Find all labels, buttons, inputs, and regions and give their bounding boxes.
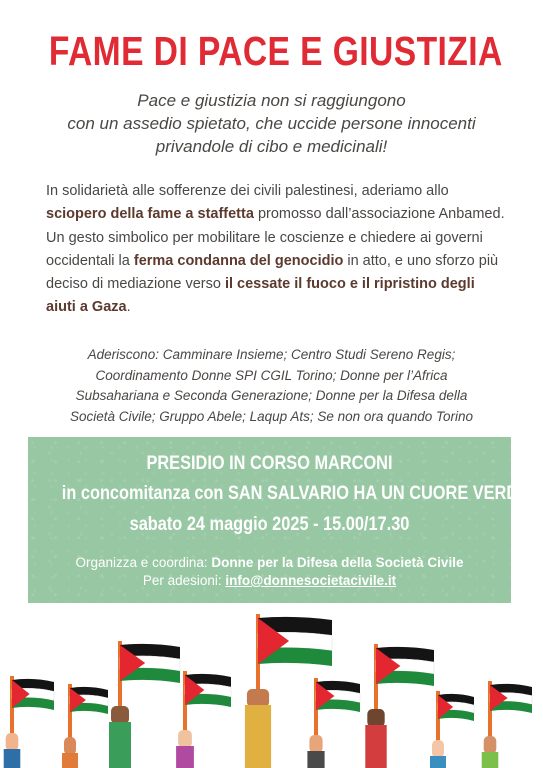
hand [484,736,497,754]
subtitle-line: con un assedio spietato, che uccide persone innocenti [67,114,476,133]
sleeve [307,751,324,768]
contact-line [28,573,511,588]
sleeve [62,753,78,768]
adherents-line: Aderiscono: Camminare Insieme; Centro Studi Sereno Regis; [87,347,456,362]
sleeve [176,746,194,768]
body-text-part: In solidarietà alle sofferenze dei civili palestinesi, aderiamo allo [46,183,449,199]
sleeve [4,749,21,768]
adherents-line: Coordinamento Donne SPI CGIL Torino; Donne per l’Africa [95,367,448,383]
body-text-part: promosso dall’associazione Anbamed. Un gesto simbolico per mobilitare le coscienze e chiedere ai governi occidentali la [46,206,505,269]
hand [64,737,76,755]
subtitle-line: privandole di cibo e medicinali! [155,137,388,156]
subtitle-line: Pace e giustizia non si raggiungono [137,91,406,110]
page-title: FAME DI PACE E GIUSTIZIA [48,28,503,74]
body-text-part: in atto, e uno sforzo più deciso di mediazione verso [46,252,499,293]
organizer-name: Donne per la Difesa della Società Civile [211,555,464,570]
adherents-list [40,345,503,427]
sleeve [430,756,446,768]
adherents-line: Società Civile; Gruppo Abele; Laqup Ats; Se non ora quando Torino [69,408,474,424]
contact-label: Per adesioni: [142,573,226,588]
palestinian-flags-raised-hands-icon [0,600,543,768]
body-bold-condemnation: ferma condanna del genocidio [133,252,344,269]
event-box [28,437,530,603]
event-datetime: sabato 24 maggio 2025 - 15.00/17.30 [129,514,410,535]
hand [6,733,19,751]
sleeve [365,725,386,768]
hand [178,730,192,748]
sleeve [109,722,131,768]
hand [111,706,129,724]
event-concurrent: in concomitanza con SAN SALVARIO HA UN CUORE VERDE [61,483,530,504]
organizer-label: Organizza e coordina: [75,555,212,570]
subtitle [40,89,503,158]
hand [367,709,384,727]
event-title: PRESIDIO IN CORSO MARCONI [146,453,393,474]
hand [432,740,444,758]
body-paragraph [46,180,506,320]
organizer-line [28,555,511,570]
hand [247,689,269,707]
sleeve [482,752,499,768]
email-link[interactable]: info@donnesocietacivile.it [225,573,397,588]
sleeve [245,705,271,768]
body-bold-ceasefire: il cessate il fuoco e il ripristino degli aiuti a Gaza [46,276,475,316]
body-text-part: . [126,299,131,316]
body-bold-hunger-strike: sciopero della fame a staffetta [46,206,254,223]
adherents-line: Subsahariana e Seconda Generazione; Donne per la Difesa della [75,388,468,403]
hand [309,735,322,753]
